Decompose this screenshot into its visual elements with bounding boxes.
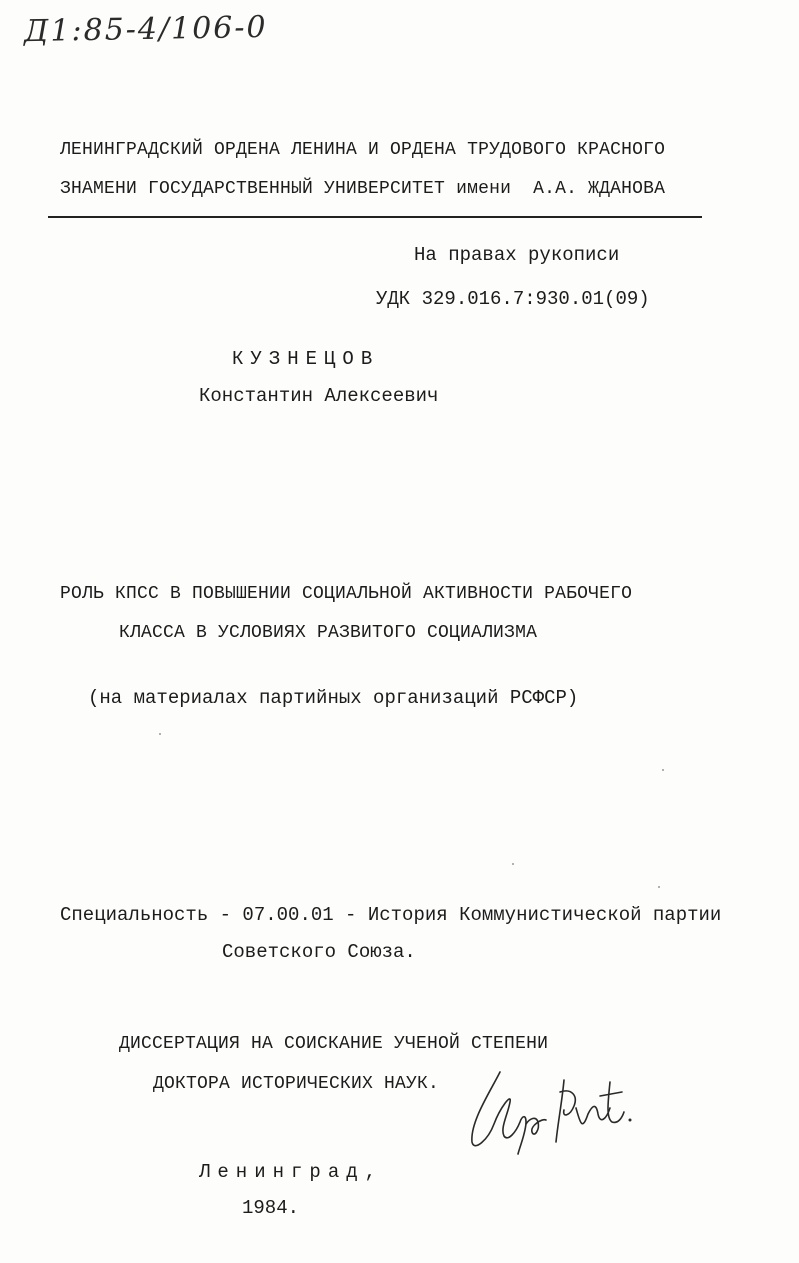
thesis-title-line-2: КЛАССА В УСЛОВИЯХ РАЗВИТОГО СОЦИАЛИЗМА — [119, 623, 538, 643]
thesis-title-line-1: РОЛЬ КПСС В ПОВЫШЕНИИ СОЦИАЛЬНОЙ АКТИВНОСТИ РАБОЧЕГО — [60, 584, 633, 604]
header-divider — [48, 216, 702, 218]
scan-speck — [662, 769, 664, 771]
degree-line-2: ДОКТОРА ИСТОРИЧЕСКИХ НАУК. — [153, 1074, 440, 1094]
udc-code: УДК 329.016.7:930.01(09) — [376, 288, 650, 310]
handwritten-signature — [460, 1062, 640, 1162]
scan-speck — [159, 733, 161, 735]
year: 1984. — [242, 1197, 300, 1219]
handwritten-archive-mark: Д1:85-4/106-0 — [23, 9, 268, 50]
author-surname: КУЗНЕЦОВ — [232, 348, 380, 370]
thesis-subtitle: (на материалах партийных организаций РСФСР) — [88, 687, 579, 709]
university-line-2: ЗНАМЕНИ ГОСУДАРСТВЕННЫЙ УНИВЕРСИТЕТ имени А.А. ЖДАНОВА — [60, 179, 666, 199]
manuscript-rights-note: На правах рукописи — [414, 244, 620, 266]
scan-speck — [512, 863, 514, 865]
university-line-1: ЛЕНИНГРАДСКИЙ ОРДЕНА ЛЕНИНА И ОРДЕНА ТРУДОВОГО КРАСНОГО — [60, 140, 666, 160]
specialty-line-2: Советского Союза. — [222, 941, 416, 963]
city: Ленинград, — [199, 1161, 384, 1183]
scan-speck — [658, 886, 660, 888]
author-name: Константин Алексеевич — [199, 385, 439, 407]
specialty-line-1: Специальность - 07.00.01 - История Коммунистической партии — [60, 904, 722, 926]
degree-line-1: ДИССЕРТАЦИЯ НА СОИСКАНИЕ УЧЕНОЙ СТЕПЕНИ — [119, 1034, 549, 1054]
